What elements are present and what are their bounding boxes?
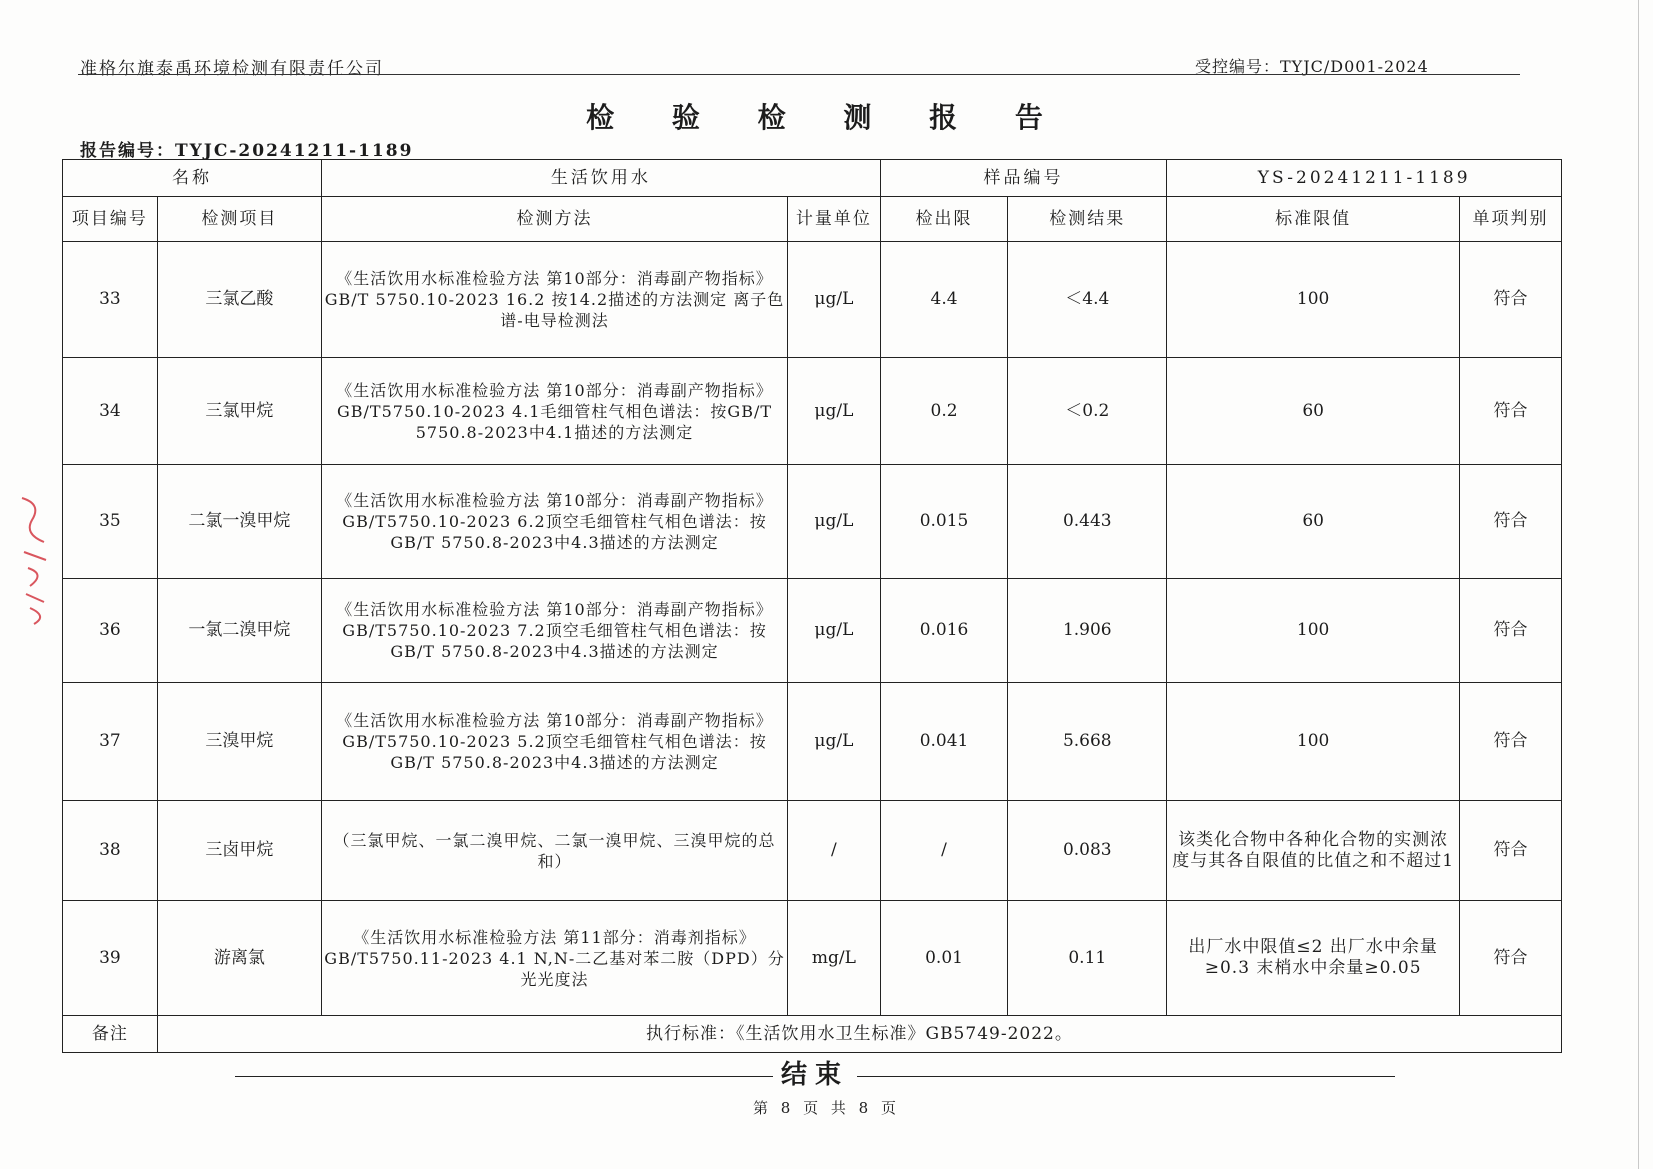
- header-item-no: 项目编号: [63, 197, 158, 242]
- note-row: [63, 1016, 1562, 1053]
- table-row: [63, 801, 1562, 901]
- header-standard: 标准限值: [1167, 197, 1460, 242]
- header-unit: 计量单位: [788, 197, 881, 242]
- name-label: 名称: [63, 160, 322, 197]
- end-dash-left: [235, 1076, 773, 1077]
- row-standard: 60: [1167, 358, 1460, 465]
- row-detect-limit: 4.4: [880, 242, 1007, 358]
- row-no: 39: [63, 901, 158, 1016]
- row-judge: 符合: [1459, 801, 1561, 901]
- row-judge: 符合: [1459, 242, 1561, 358]
- header-detect-limit: 检出限: [880, 197, 1007, 242]
- row-no: 37: [63, 683, 158, 801]
- sample-label: 样品编号: [880, 160, 1167, 197]
- row-judge: 符合: [1459, 579, 1561, 683]
- row-no: 34: [63, 358, 158, 465]
- row-standard: 100: [1167, 242, 1460, 358]
- row-item: 二氯一溴甲烷: [157, 465, 321, 579]
- row-no: 33: [63, 242, 158, 358]
- table-row: [63, 901, 1562, 1016]
- row-unit: /: [788, 801, 881, 901]
- handwritten-mark-icon: [12, 490, 62, 630]
- end-marker: [180, 1054, 1450, 1091]
- note-label: 备注: [63, 1016, 158, 1053]
- end-dash-right: [857, 1076, 1395, 1077]
- table-header-row-1: [63, 160, 1562, 197]
- header-result: 检测结果: [1008, 197, 1167, 242]
- header-rule: [78, 74, 1520, 75]
- row-standard: 该类化合物中各种化合物的实测浓度与其各自限值的比值之和不超过1: [1167, 801, 1460, 901]
- table-row: [63, 358, 1562, 465]
- row-item: 一氯二溴甲烷: [157, 579, 321, 683]
- row-unit: μg/L: [788, 683, 881, 801]
- margin-rule: [1638, 0, 1639, 1169]
- row-item: 三卤甲烷: [157, 801, 321, 901]
- row-no: 35: [63, 465, 158, 579]
- row-judge: 符合: [1459, 901, 1561, 1016]
- row-unit: mg/L: [788, 901, 881, 1016]
- row-result: 0.443: [1008, 465, 1167, 579]
- row-detect-limit: 0.016: [880, 579, 1007, 683]
- header-item: 检测项目: [157, 197, 321, 242]
- report-table: [62, 159, 1562, 1053]
- document-title: 检 验 检 测 报 告: [586, 101, 1067, 134]
- row-result: 1.906: [1008, 579, 1167, 683]
- report-number: 报告编号：TYJC-20241211-1189: [80, 141, 414, 161]
- row-detect-limit: 0.015: [880, 465, 1007, 579]
- name-value: 生活饮用水: [322, 160, 881, 197]
- table-row: [63, 465, 1562, 579]
- row-standard: 60: [1167, 465, 1460, 579]
- row-no: 38: [63, 801, 158, 901]
- row-standard: 100: [1167, 579, 1460, 683]
- row-method: 《生活饮用水标准检验方法 第10部分：消毒副产物指标》GB/T 5750.10-2023 16.2 按14.2描述的方法测定 离子色谱-电导检测法: [322, 242, 788, 358]
- header-judge: 单项判别: [1459, 197, 1561, 242]
- row-judge: 符合: [1459, 358, 1561, 465]
- page-number: 第 8 页 共 8 页: [753, 1099, 900, 1117]
- row-unit: μg/L: [788, 242, 881, 358]
- row-method: 《生活饮用水标准检验方法 第10部分：消毒副产物指标》GB/T5750.10-2023 4.1毛细管柱气相色谱法：按GB/T 5750.8-2023中4.1描述的方法测定: [322, 358, 788, 465]
- note-value: 执行标准：《生活饮用水卫生标准》GB5749-2022。: [157, 1016, 1561, 1053]
- row-method: 《生活饮用水标准检验方法 第10部分：消毒副产物指标》GB/T5750.10-2023 7.2顶空毛细管柱气相色谱法：按GB/T 5750.8-2023中4.3描述的方法测定: [322, 579, 788, 683]
- row-result: ＜4.4: [1008, 242, 1167, 358]
- row-detect-limit: 0.01: [880, 901, 1007, 1016]
- row-result: 0.083: [1008, 801, 1167, 901]
- row-method: 《生活饮用水标准检验方法 第10部分：消毒副产物指标》GB/T5750.10-2023 6.2顶空毛细管柱气相色谱法：按GB/T 5750.8-2023中4.3描述的方法测定: [322, 465, 788, 579]
- table-row: [63, 242, 1562, 358]
- row-unit: μg/L: [788, 465, 881, 579]
- end-text: 结束: [780, 1060, 849, 1090]
- row-method: （三氯甲烷、一氯二溴甲烷、二氯一溴甲烷、三溴甲烷的总和）: [322, 801, 788, 901]
- company-name: 准格尔旗泰禹环境检测有限责任公司: [80, 59, 384, 79]
- row-result: 5.668: [1008, 683, 1167, 801]
- table-header-row-2: [63, 197, 1562, 242]
- table-row: [63, 683, 1562, 801]
- row-judge: 符合: [1459, 683, 1561, 801]
- row-detect-limit: 0.2: [880, 358, 1007, 465]
- row-result: 0.11: [1008, 901, 1167, 1016]
- row-result: ＜0.2: [1008, 358, 1167, 465]
- control-number: 受控编号：TYJC/D001-2024: [1195, 57, 1429, 76]
- row-detect-limit: 0.041: [880, 683, 1007, 801]
- row-detect-limit: /: [880, 801, 1007, 901]
- row-unit: μg/L: [788, 579, 881, 683]
- row-item: 三氯乙酸: [157, 242, 321, 358]
- row-unit: μg/L: [788, 358, 881, 465]
- table-row: [63, 579, 1562, 683]
- sample-value: YS-20241211-1189: [1167, 160, 1562, 197]
- header-method: 检测方法: [322, 197, 788, 242]
- row-standard: 100: [1167, 683, 1460, 801]
- row-standard: 出厂水中限值≤2 出厂水中余量≥0.3 末梢水中余量≥0.05: [1167, 901, 1460, 1016]
- row-method: 《生活饮用水标准检验方法 第10部分：消毒副产物指标》GB/T5750.10-2023 5.2顶空毛细管柱气相色谱法：按GB/T 5750.8-2023中4.3描述的方法测定: [322, 683, 788, 801]
- row-judge: 符合: [1459, 465, 1561, 579]
- row-item: 游离氯: [157, 901, 321, 1016]
- row-method: 《生活饮用水标准检验方法 第11部分：消毒剂指标》GB/T5750.11-2023 4.1 N,N-二乙基对苯二胺（DPD）分光光度法: [322, 901, 788, 1016]
- row-item: 三氯甲烷: [157, 358, 321, 465]
- row-item: 三溴甲烷: [157, 683, 321, 801]
- row-no: 36: [63, 579, 158, 683]
